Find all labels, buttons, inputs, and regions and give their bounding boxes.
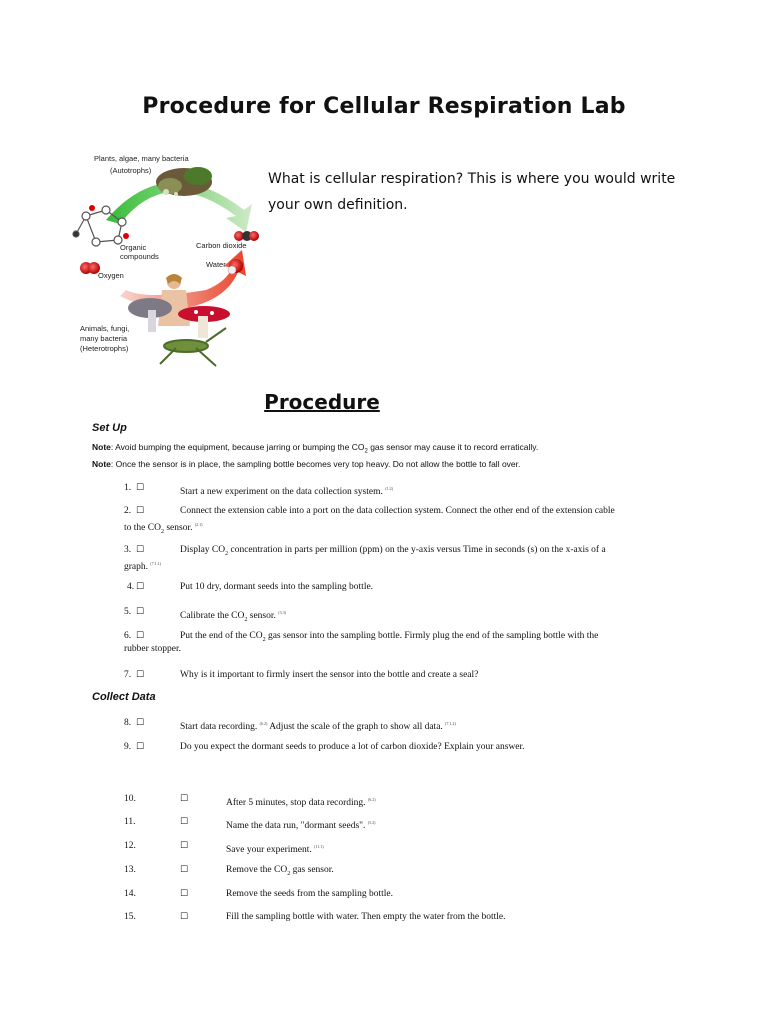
- step-number: 13.: [124, 865, 136, 875]
- step-number: 10.: [124, 794, 136, 804]
- respiration-cycle-figure: [66, 150, 266, 378]
- label-autotrophs: (Autotrophs): [110, 166, 152, 175]
- step-checkbox[interactable]: ☐: [136, 631, 145, 641]
- label-oxygen: Oxygen: [98, 271, 124, 280]
- subscript-2: 2: [160, 529, 164, 536]
- step-ref: (6.2): [259, 721, 268, 726]
- step-number: 14.: [124, 889, 136, 899]
- step-number: 6.: [124, 631, 132, 641]
- step-text: Fill the sampling bottle with water. Then empty the water from the bottle.: [226, 912, 506, 922]
- step-text: Put 10 dry, dormant seeds into the sampling bottle.: [180, 582, 374, 592]
- note-top-heavy: [92, 459, 520, 469]
- step-text: Start data recording.: [180, 722, 258, 733]
- grasshopper-image: [160, 328, 226, 366]
- step-checkbox[interactable]: ☐: [136, 718, 145, 728]
- step-text: concentration in parts per million (ppm) on the y-axis versus Time in seconds (s) on the x-axis of a: [228, 545, 606, 555]
- step-number: 12.: [124, 841, 136, 851]
- note-label: Note: [92, 442, 111, 452]
- step-number: 11.: [124, 817, 136, 827]
- step-number: 7.: [124, 670, 132, 680]
- step-checkbox[interactable]: ☐: [136, 607, 145, 617]
- page-title: Procedure for Cellular Respiration Lab: [142, 94, 626, 119]
- procedure-heading: Procedure: [264, 390, 380, 414]
- subscript-2: 2: [287, 870, 291, 877]
- label-water: Water: [206, 260, 226, 269]
- note-text: : Once the sensor is in place, the sampling bottle becomes very top heavy. Do not allow the bottle to fall over.: [110, 459, 521, 469]
- step-text: Calibrate the CO: [180, 611, 245, 622]
- step-ref: (5.2): [367, 820, 376, 825]
- step-text: sensor.: [247, 611, 276, 622]
- step-text: Remove the seeds from the sampling bottle.: [226, 889, 394, 899]
- step-text: gas sensor.: [290, 865, 334, 875]
- label-many-bacteria: many bacteria: [80, 334, 128, 343]
- setup-heading: Set Up: [92, 422, 127, 434]
- note-bumping: [92, 442, 538, 455]
- step-number: 9.: [124, 742, 132, 752]
- step-checkbox[interactable]: ☐: [180, 841, 189, 851]
- label-compounds: compounds: [120, 252, 159, 261]
- step-number: 15.: [124, 912, 136, 922]
- step-checkbox[interactable]: ☐: [136, 545, 145, 555]
- step-ref: (1.2): [385, 486, 393, 491]
- step-text: Put the end of the CO: [180, 631, 263, 641]
- step-ref: (7.1.2): [445, 721, 456, 726]
- collect-data-heading: Collect Data: [92, 691, 156, 703]
- step-text: Connect the extension cable into a port on the data collection system. Connect the other end of the extension cable: [180, 506, 615, 516]
- step-checkbox[interactable]: ☐: [180, 889, 189, 899]
- oxygen-molecule: [80, 262, 100, 274]
- co2-molecule: [234, 231, 259, 241]
- step-ref: (3.3): [278, 610, 286, 615]
- step-checkbox[interactable]: ☐: [136, 506, 145, 516]
- step-checkbox[interactable]: ☐: [136, 483, 145, 493]
- step-text: rubber stopper.: [124, 644, 181, 654]
- step-number: 4.: [127, 582, 135, 592]
- note-text: : Avoid bumping the equipment, because jarring or bumping the CO: [110, 442, 365, 452]
- step-text: Do you expect the dormant seeds to produce a lot of carbon dioxide? Explain your answer.: [180, 742, 525, 752]
- step-number: 5.: [124, 607, 132, 617]
- step-checkbox[interactable]: ☐: [180, 794, 189, 804]
- label-plants: Plants, algae, many bacteria: [94, 154, 189, 163]
- step-ref: (7.1.1): [150, 561, 162, 566]
- step-checkbox[interactable]: ☐: [180, 912, 189, 922]
- step-text: Start a new experiment on the data collection system.: [180, 487, 383, 498]
- step-text: gas sensor into the sampling bottle. Firmly plug the end of the sampling bottle with the: [265, 631, 599, 641]
- label-heterotrophs: (Heterotrophs): [80, 344, 129, 353]
- step-text: Why is it important to firmly insert the sensor into the bottle and create a seal?: [180, 670, 479, 680]
- intro-text: What is cellular respiration? This is where you would write your own definition.: [268, 171, 676, 213]
- step-checkbox[interactable]: ☐: [180, 865, 189, 875]
- subscript-2: 2: [244, 617, 248, 624]
- step-number: 2.: [124, 506, 132, 516]
- note-text: gas sensor may cause it to record erratically.: [367, 442, 539, 452]
- step-text: Display CO: [180, 545, 226, 555]
- step-number: 8.: [124, 718, 132, 728]
- step-text: Name the data run, "dormant seeds".: [226, 821, 366, 832]
- step-text: graph.: [124, 562, 149, 573]
- step-checkbox[interactable]: ☐: [180, 817, 189, 827]
- step-checkbox[interactable]: ☐: [136, 742, 145, 752]
- step-text: sensor.: [163, 523, 193, 534]
- step-ref: (2.1): [194, 522, 203, 527]
- step-text: Adjust the scale of the graph to show all data.: [267, 722, 443, 733]
- step-text: to the CO: [124, 523, 161, 534]
- subscript-2: 2: [262, 636, 266, 643]
- step-checkbox[interactable]: ☐: [136, 582, 145, 592]
- label-animals: Animals, fungi,: [80, 324, 130, 333]
- step-checkbox[interactable]: ☐: [136, 670, 145, 680]
- step-text: Remove the CO: [226, 865, 288, 875]
- subscript-2: 2: [364, 448, 368, 455]
- note-label: Note: [92, 459, 111, 469]
- step-ref: (11.1): [314, 844, 324, 849]
- label-organic: Organic: [120, 243, 147, 252]
- label-carbon-dioxide: Carbon dioxide: [196, 241, 247, 250]
- step-text: After 5 minutes, stop data recording.: [226, 798, 366, 809]
- step-text: Save your experiment.: [226, 845, 312, 856]
- step-number: 1.: [124, 483, 132, 493]
- step-ref: (6.2): [367, 797, 376, 802]
- plants-image: [156, 167, 212, 196]
- subscript-2: 2: [225, 550, 229, 557]
- step-number: 3.: [124, 545, 132, 555]
